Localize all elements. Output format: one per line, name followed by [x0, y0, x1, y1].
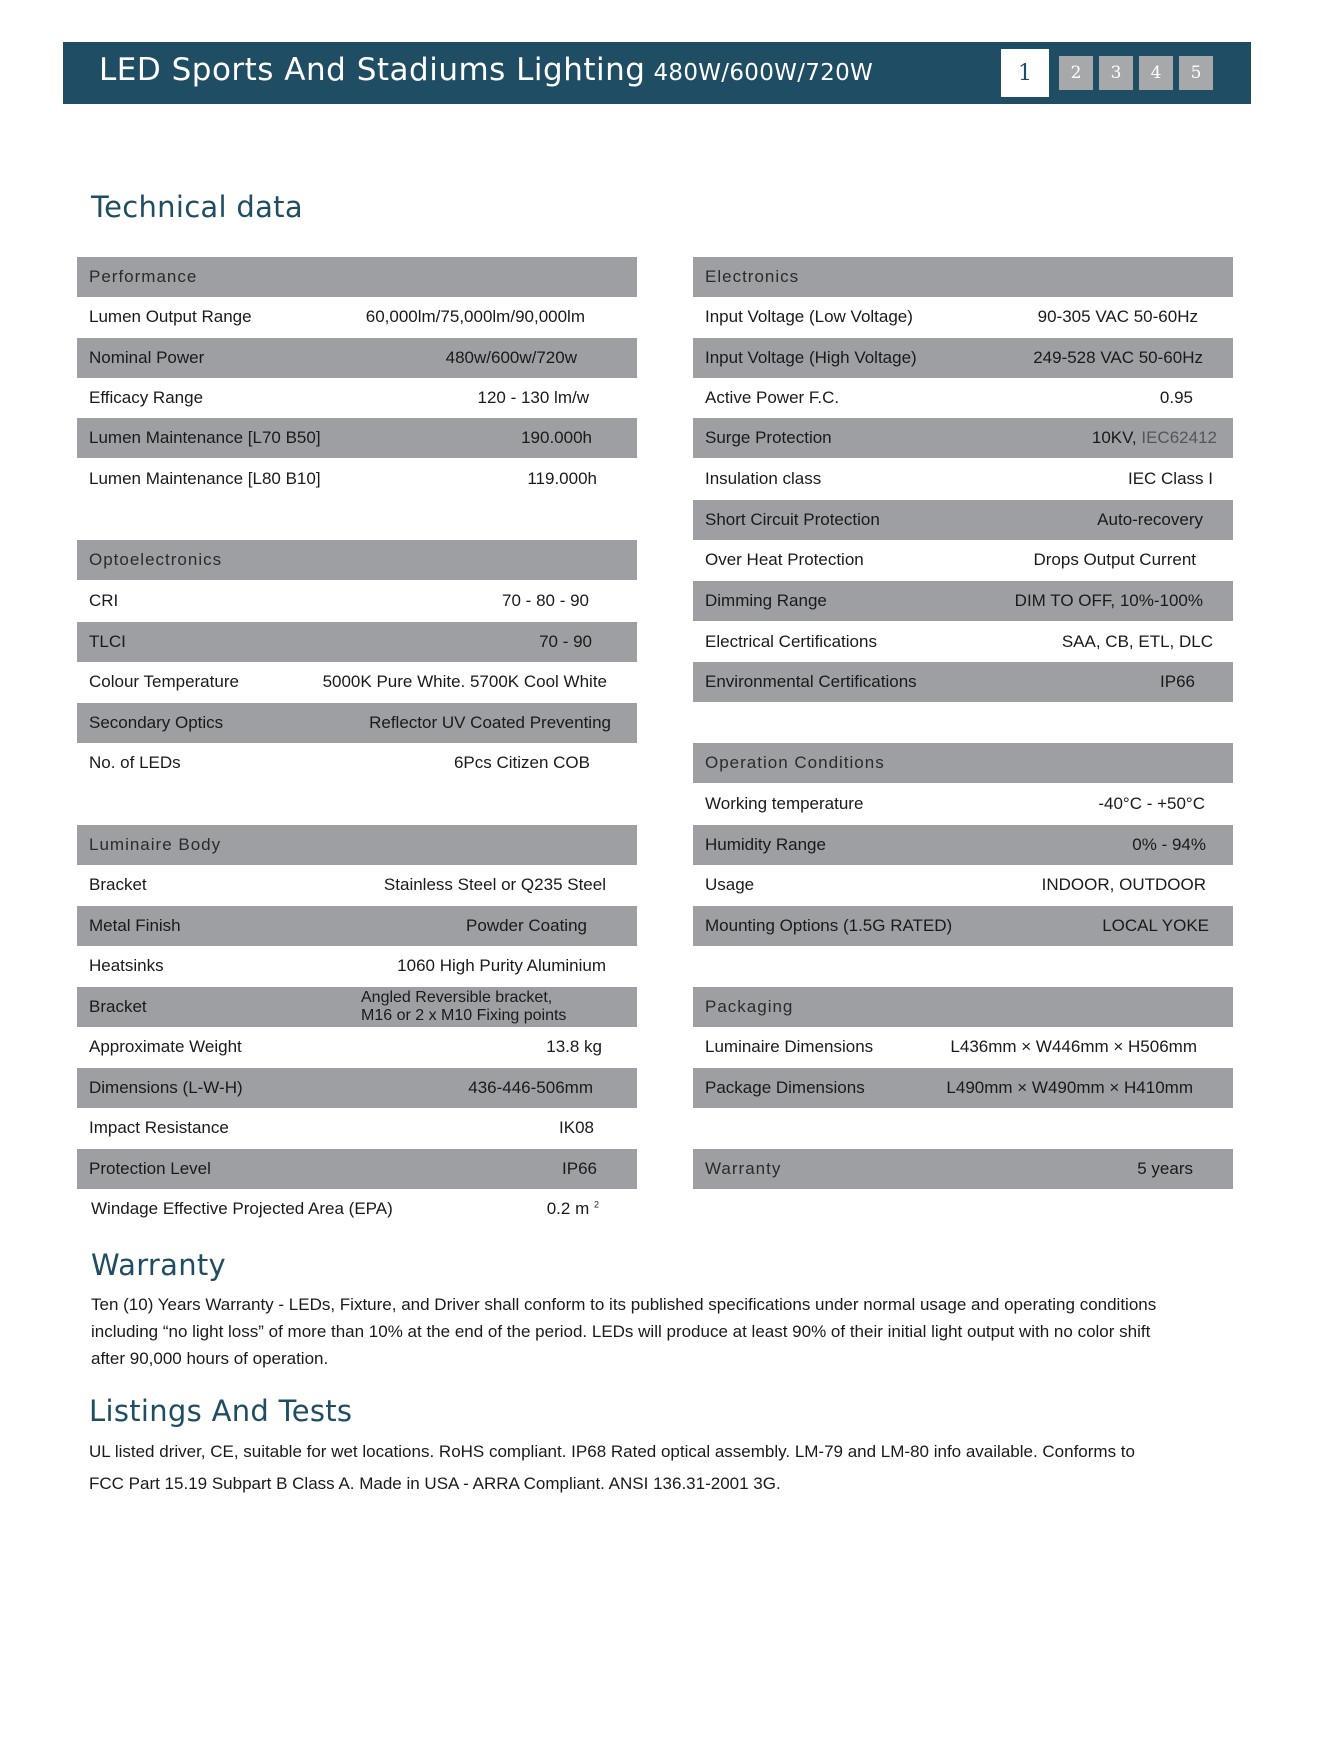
page-4-button[interactable]: 4 [1139, 56, 1173, 90]
spec-row: Usage INDOOR, OUTDOOR [705, 875, 1206, 894]
listings-paragraph: UL listed driver, CE, suitable for wet locations. RoHS compliant. IP68 Rated optical assembly. LM-79 and LM-80 info available. Conforms to FCC Part 15.19 Subpart B Class A. Made in USA - ARRA Compliant. ANSI 136.31-2001 3G. [89, 1442, 1135, 1493]
optoelectronics-section-header: Optoelectronics [77, 540, 637, 580]
bracket-fixing-value: Angled Reversible bracket, M16 or 2 x M10 Fixing points [361, 989, 567, 1024]
spec-row: Nominal Power 480w/600w/720w [77, 338, 637, 378]
spec-row: Environmental Certifications IP66 [693, 662, 1233, 702]
spec-row: Over Heat Protection Drops Output Current [705, 550, 1196, 569]
spec-row: Heatsinks 1060 High Purity Aluminium [89, 956, 606, 975]
spec-row: Lumen Maintenance [L70 B50] 190.000h [77, 418, 637, 458]
title-wattage: 480W/600W/720W [653, 60, 874, 86]
spec-row: Mounting Options (1.5G RATED) LOCAL YOKE [693, 906, 1233, 946]
epa-value: 0.2 m $^2$ [546, 1199, 599, 1218]
spec-row: TLCI 70 - 90 [77, 622, 637, 662]
spec-row: Insulation class IEC Class I [705, 469, 1213, 488]
document-title [99, 52, 873, 88]
spec-row: Colour Temperature 5000K Pure White. 5700K Cool White [89, 672, 607, 691]
performance-section-header: Performance [77, 257, 637, 297]
spec-row: Bracket Angled Reversible bracket, M16 or 2 x M10 Fixing points [77, 987, 637, 1027]
page-3-button[interactable]: 3 [1099, 56, 1133, 90]
luminaire-body-section-header: Luminaire Body [77, 825, 637, 865]
spec-row: Electrical Certifications SAA, CB, ETL, DLC [705, 632, 1213, 651]
spec-row: Dimensions (L-W-H) 436-446-506mm [77, 1068, 637, 1108]
spec-row: Impact Resistance IK08 [89, 1118, 594, 1137]
spec-row: Lumen Output Range 60,000lm/75,000lm/90,000lm [89, 307, 585, 326]
page-5-button[interactable]: 5 [1179, 56, 1213, 90]
operation-conditions-section-header: Operation Conditions [693, 743, 1233, 783]
spec-row: Humidity Range 0% - 94% [693, 825, 1233, 865]
spec-row: No. of LEDs 6Pcs Citizen COB [89, 753, 590, 772]
spec-row: Windage Effective Projected Area (EPA) 0.2 m $^2$ [91, 1199, 599, 1218]
spec-row: CRI 70 - 80 - 90 [89, 591, 589, 610]
spec-row: Protection Level IP66 [77, 1149, 637, 1189]
surge-protection-value: 10KV, IEC62412 [1091, 428, 1217, 447]
spec-row: Efficacy Range 120 - 130 lm/w [89, 388, 589, 407]
warranty-heading: Warranty [91, 1248, 227, 1282]
page-navigation [995, 50, 1213, 96]
warranty-paragraph: Ten (10) Years Warranty - LEDs, Fixture, and Driver shall conform to its published specifications under normal usage and operating conditions including “no light loss” of more than 10% at the end of the period. LEDs will produce at least 90% of their initial light output with no color shift after 90,000 hours of operation. [91, 1295, 1157, 1368]
spec-row: Approximate Weight 13.8 kg [89, 1037, 602, 1056]
electronics-section-header: Electronics [693, 257, 1233, 297]
packaging-section-header: Packaging [693, 987, 1233, 1027]
warranty-row: Warranty 5 years [693, 1149, 1233, 1189]
spec-row: Dimming Range DIM TO OFF, 10%-100% [693, 581, 1233, 621]
title-text: LED Sports And Stadiums Lighting [99, 52, 646, 88]
page-2-button[interactable]: 2 [1059, 56, 1093, 90]
spec-row: Working temperature -40°C - +50°C [705, 794, 1205, 813]
page-1-button[interactable]: 1 [1001, 49, 1049, 97]
spec-row: Active Power F.C. 0.95 [705, 388, 1193, 407]
header-banner [63, 42, 1251, 104]
spec-row: Input Voltage (Low Voltage) 90-305 VAC 50-60Hz [705, 307, 1198, 326]
technical-data-heading: Technical data [91, 190, 303, 224]
spec-row: Short Circuit Protection Auto-recovery [693, 500, 1233, 540]
spec-row: Metal Finish Powder Coating [77, 906, 637, 946]
spec-row: Input Voltage (High Voltage) 249-528 VAC 50-60Hz [693, 338, 1233, 378]
spec-row: Luminaire Dimensions L436mm × W446mm × H506mm [705, 1037, 1197, 1056]
spec-row: Lumen Maintenance [L80 B10] 119.000h [89, 469, 597, 488]
spec-row: Bracket Stainless Steel or Q235 Steel [89, 875, 606, 894]
spec-row: Surge Protection 10KV, IEC62412 [693, 418, 1233, 458]
spec-row: Secondary Optics Reflector UV Coated Preventing [77, 703, 637, 743]
listings-heading: Listings And Tests [89, 1394, 353, 1428]
spec-row: Package Dimensions L490mm × W490mm × H410mm [693, 1068, 1233, 1108]
